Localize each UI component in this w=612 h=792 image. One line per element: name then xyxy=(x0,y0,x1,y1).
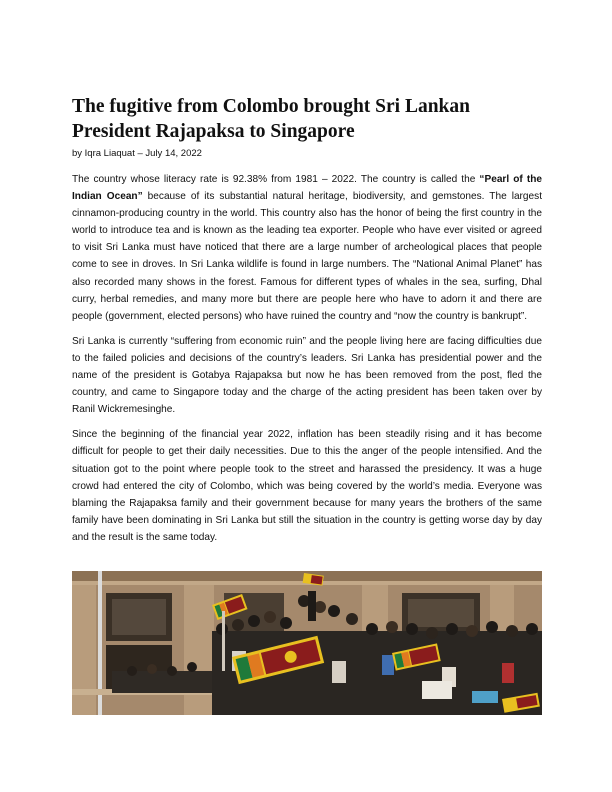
title-line-1: The fugitive from Colombo brought Sri Lankan xyxy=(72,96,470,117)
title-line-2: President Rajapaksa to Singapore xyxy=(72,121,355,142)
placard xyxy=(422,681,452,699)
column xyxy=(72,585,96,715)
pearl-phrase: “Pearl of the Indian Ocean” xyxy=(72,174,542,203)
paragraph-2: Sri Lanka is currently “suffering from economic ruin” and the people living here are facing difficulties due to the failed policies and decisions of the country’s leaders. Sri Lanka has presidential power and the name of the president is Gotabya Rajapaksa but now he has been removed from the post, fled the country, and came to Singapore today and the charge of the acting president has been taken over by Ranil Wickremesinghe. xyxy=(72,335,542,416)
byline: by Iqra Liaquat – July 14, 2022 xyxy=(72,148,202,159)
protest-photo xyxy=(72,571,542,715)
column xyxy=(184,585,214,715)
paragraph-1 xyxy=(72,171,542,325)
protest-photo-illustration xyxy=(72,571,542,715)
paragraph-3: Since the beginning of the financial year 2022, inflation has been steadily rising and it has become difficult for people to get their daily necessities. Due to this the anger of the people intensified. And the situation got to the point where people took to the street and harassed the presidency. It was a huge crowd had entered the city of Colombo, which was being covered by the world’s media. Everyone was blaming the Rajapaksa family and their government because for many years the brothers of the same family have been dominating in Sri Lanka but still the situation in the country is getting worse day by day and the result is the same today. xyxy=(72,429,542,543)
paragraph-1-body: because of its substantial natural heritage, biodiversity, and gemstones. The largest cinnamon-producing country in the world. This country also has the honor of being the first country in the world to introduce tea and is known as the leading tea exporter. People who have ever visited or agreed to visit Sri Lanka must have noticed that there are a large number of archeological places that people come to see in droves. In Sri Lanka wildlife is found in large numbers. The “National Animal Planet” has also recorded many shows in the forest. Famous for different types of whales in the sea, surfing, Dhal curry, herbal remedies, and many more but there are people here who have to adorn it and there are people (government, elected persons) who have ruined the country and “now the country is bankrupt”. xyxy=(72,191,542,322)
paragraph-1-intro: The country whose literacy rate is 92.38% from 1981 – 2022. The country is called the xyxy=(72,174,480,185)
placard xyxy=(472,691,498,703)
article xyxy=(72,94,542,554)
article-title xyxy=(72,94,542,144)
